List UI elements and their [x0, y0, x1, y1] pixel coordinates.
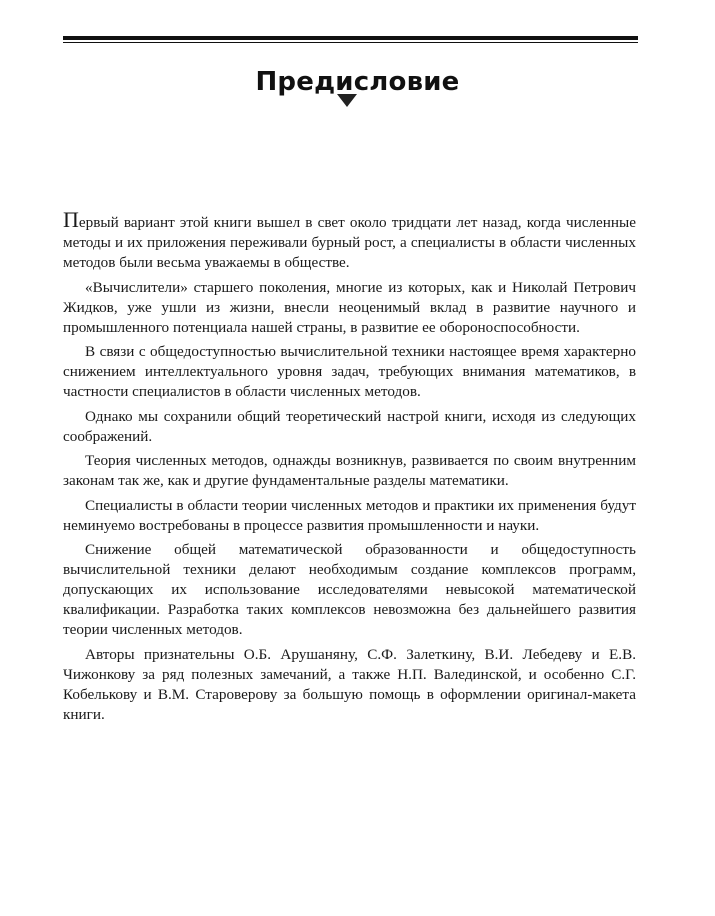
page-title: Предисловие	[255, 67, 460, 98]
header-rule-thick	[63, 36, 638, 40]
paragraph: Снижение общей математической образованности и общедоступность вычислительной техники делают необходимым создание комплексов программ, допускающих их использование исследователями невысокой математической квалификации. Разработка таких комплексов невозможна без дальнейшего развития теории численных методов.	[63, 541, 636, 638]
initial-letter: П	[63, 207, 79, 232]
paragraph: Специалисты в области теории численных методов и практики их применения будут неминуемо востребованы в процессе развития промышленности и науки.	[63, 496, 636, 534]
paragraph: Теория численных методов, однажды возникнув, развивается по своим внутренним законам так же, как и другие фундаментальные разделы математики.	[63, 452, 636, 489]
paragraph: Авторы признательны О.Б. Арушаняну, С.Ф. Залеткину, В.И. Лебедеву и Е.В. Чижонкову за ряд полезных замечаний, а также Н.П. Валединской, и особенно С.Г. Кобелькову и В.М. Староверову за большую помощь в оформлении оригинал-макета книги.	[63, 645, 636, 723]
paragraph: «Вычислители» старшего поколения, многие из которых, как и Николай Петрович Жидков, уже ушли из жизни, внесли неоценимый вклад в развитие научного и промышленного потенциала нашей страны, в развитие ее обороноспособности.	[63, 278, 636, 336]
header-rule-thin	[63, 42, 638, 43]
preface-text	[63, 207, 636, 729]
paragraph: Первый вариант этой книги вышел в свет около тридцати лет назад, когда численные методы и их приложения переживали бурный рост, а специалисты в области численных методов были весьма уважаемы в обществе.	[63, 207, 636, 271]
paragraph: В связи с общедоступностью вычислительной техники настоящее время характерно снижением интеллектуального уровня задач, требующих внимания математиков, в частности специалистов в области численных методов.	[63, 343, 636, 400]
triangle-ornament-icon	[337, 94, 357, 107]
paragraph: Однако мы сохранили общий теоретический настрой книги, исходя из следующих соображений.	[63, 407, 636, 445]
